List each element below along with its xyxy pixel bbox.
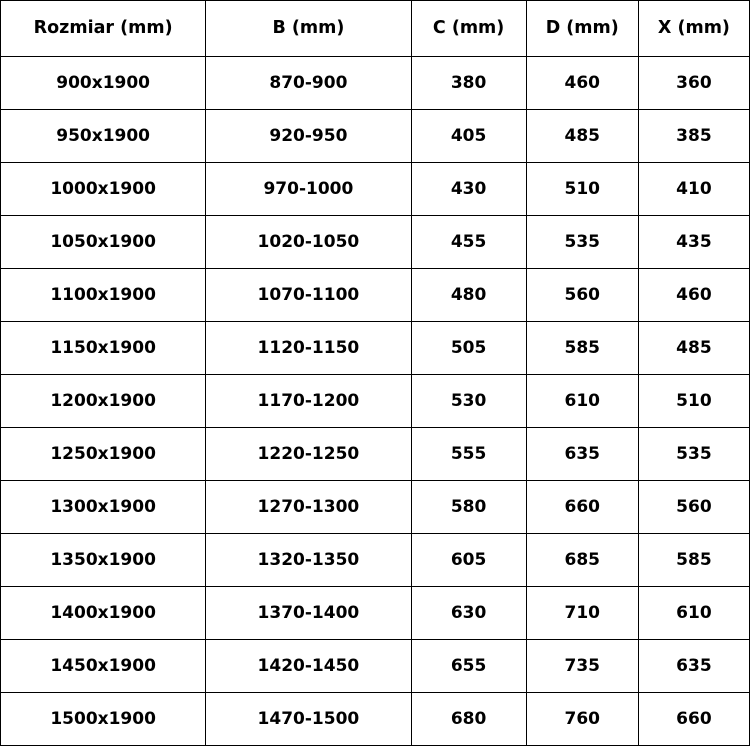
cell-x: 435 bbox=[638, 216, 749, 269]
cell-d: 760 bbox=[526, 693, 638, 746]
table-row bbox=[1, 640, 750, 693]
cell-c: 555 bbox=[411, 428, 526, 481]
table-row bbox=[1, 428, 750, 481]
cell-c: 580 bbox=[411, 481, 526, 534]
cell-b: 870-900 bbox=[206, 57, 411, 110]
cell-d: 735 bbox=[526, 640, 638, 693]
cell-rozmiar: 1450x1900 bbox=[1, 640, 206, 693]
cell-d: 535 bbox=[526, 216, 638, 269]
table-row bbox=[1, 587, 750, 640]
cell-c: 380 bbox=[411, 57, 526, 110]
cell-d: 710 bbox=[526, 587, 638, 640]
cell-b: 1320-1350 bbox=[206, 534, 411, 587]
cell-rozmiar: 900x1900 bbox=[1, 57, 206, 110]
table-header-row bbox=[1, 1, 750, 57]
cell-b: 1370-1400 bbox=[206, 587, 411, 640]
cell-x: 610 bbox=[638, 587, 749, 640]
cell-b: 1170-1200 bbox=[206, 375, 411, 428]
cell-x: 385 bbox=[638, 110, 749, 163]
table-row bbox=[1, 269, 750, 322]
cell-rozmiar: 1500x1900 bbox=[1, 693, 206, 746]
table-row bbox=[1, 216, 750, 269]
column-header-rozmiar: Rozmiar (mm) bbox=[1, 1, 206, 57]
table-row bbox=[1, 481, 750, 534]
cell-d: 560 bbox=[526, 269, 638, 322]
cell-d: 510 bbox=[526, 163, 638, 216]
cell-x: 585 bbox=[638, 534, 749, 587]
cell-rozmiar: 1300x1900 bbox=[1, 481, 206, 534]
cell-d: 635 bbox=[526, 428, 638, 481]
cell-c: 430 bbox=[411, 163, 526, 216]
cell-d: 585 bbox=[526, 322, 638, 375]
cell-rozmiar: 950x1900 bbox=[1, 110, 206, 163]
cell-x: 635 bbox=[638, 640, 749, 693]
table-row bbox=[1, 163, 750, 216]
table-row bbox=[1, 534, 750, 587]
cell-b: 1120-1150 bbox=[206, 322, 411, 375]
cell-x: 660 bbox=[638, 693, 749, 746]
cell-x: 460 bbox=[638, 269, 749, 322]
cell-d: 485 bbox=[526, 110, 638, 163]
cell-c: 630 bbox=[411, 587, 526, 640]
column-header-b: B (mm) bbox=[206, 1, 411, 57]
cell-b: 1020-1050 bbox=[206, 216, 411, 269]
cell-c: 530 bbox=[411, 375, 526, 428]
column-header-x: X (mm) bbox=[638, 1, 749, 57]
table-header bbox=[1, 1, 750, 57]
cell-c: 605 bbox=[411, 534, 526, 587]
cell-b: 1470-1500 bbox=[206, 693, 411, 746]
cell-b: 1220-1250 bbox=[206, 428, 411, 481]
cell-rozmiar: 1250x1900 bbox=[1, 428, 206, 481]
table-body bbox=[1, 57, 750, 746]
cell-x: 535 bbox=[638, 428, 749, 481]
cell-rozmiar: 1000x1900 bbox=[1, 163, 206, 216]
cell-rozmiar: 1350x1900 bbox=[1, 534, 206, 587]
cell-x: 560 bbox=[638, 481, 749, 534]
cell-b: 1420-1450 bbox=[206, 640, 411, 693]
cell-c: 455 bbox=[411, 216, 526, 269]
cell-x: 510 bbox=[638, 375, 749, 428]
cell-c: 405 bbox=[411, 110, 526, 163]
cell-c: 680 bbox=[411, 693, 526, 746]
cell-x: 410 bbox=[638, 163, 749, 216]
cell-d: 610 bbox=[526, 375, 638, 428]
column-header-c: C (mm) bbox=[411, 1, 526, 57]
cell-d: 660 bbox=[526, 481, 638, 534]
table-row bbox=[1, 57, 750, 110]
cell-b: 1270-1300 bbox=[206, 481, 411, 534]
cell-x: 485 bbox=[638, 322, 749, 375]
cell-c: 655 bbox=[411, 640, 526, 693]
cell-d: 460 bbox=[526, 57, 638, 110]
cell-rozmiar: 1100x1900 bbox=[1, 269, 206, 322]
cell-rozmiar: 1200x1900 bbox=[1, 375, 206, 428]
cell-b: 920-950 bbox=[206, 110, 411, 163]
table-row bbox=[1, 693, 750, 746]
cell-c: 505 bbox=[411, 322, 526, 375]
column-header-d: D (mm) bbox=[526, 1, 638, 57]
cell-d: 685 bbox=[526, 534, 638, 587]
cell-c: 480 bbox=[411, 269, 526, 322]
cell-rozmiar: 1400x1900 bbox=[1, 587, 206, 640]
cell-rozmiar: 1050x1900 bbox=[1, 216, 206, 269]
cell-x: 360 bbox=[638, 57, 749, 110]
cell-b: 1070-1100 bbox=[206, 269, 411, 322]
table-row bbox=[1, 110, 750, 163]
table-row bbox=[1, 322, 750, 375]
cell-rozmiar: 1150x1900 bbox=[1, 322, 206, 375]
table-row bbox=[1, 375, 750, 428]
cell-b: 970-1000 bbox=[206, 163, 411, 216]
